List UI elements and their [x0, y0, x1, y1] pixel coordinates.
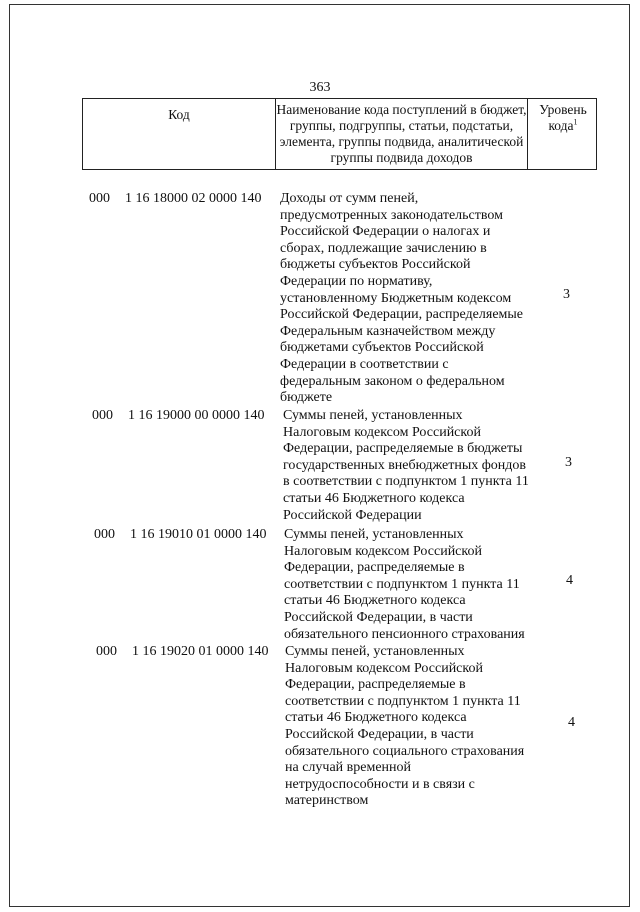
description-line: Федерации в соответствии с	[280, 356, 449, 372]
description-line: Суммы пеней, установленных	[284, 527, 464, 542]
row-code: 1 16 18000 02 0000 140	[125, 191, 262, 206]
description-line: сборах, подлежащие зачислению в	[280, 240, 487, 256]
description-line: статьи 46 Бюджетного кодекса	[284, 593, 466, 609]
footnote-marker: 1	[573, 117, 578, 127]
row-level: 4	[566, 573, 573, 588]
row-code: 1 16 19010 01 0000 140	[130, 527, 267, 542]
header-name-label: Наименование кода поступлений в бюджет, группы, подгруппы, статьи, подстатьи, элемента, группы подвида, аналитической группы подвида доходов	[276, 102, 527, 165]
header-code	[83, 99, 276, 169]
description-line: Российской Федерации	[283, 507, 422, 523]
row-prefix: 000	[92, 408, 113, 423]
row-level: 4	[568, 715, 575, 730]
row-level: 3	[563, 287, 570, 302]
description-line: статьи 46 Бюджетного кодекса	[283, 490, 465, 506]
description-line: Суммы пеней, установленных	[285, 644, 465, 659]
page-number: 363	[309, 80, 331, 95]
description-line: государственных внебюджетных фондов	[283, 457, 527, 473]
header-name	[276, 99, 528, 169]
description-line: Суммы пеней, установленных	[283, 408, 463, 423]
row-code: 1 16 19020 01 0000 140	[132, 644, 269, 659]
description-line: Налоговым кодексом Российской	[284, 543, 482, 559]
description-line: Федерации, распределяемые в	[284, 560, 465, 576]
description-line: Российской Федерации, в части	[285, 726, 474, 742]
description-line: Российской Федерации, в части	[284, 609, 473, 625]
description-line: Налоговым кодексом Российской	[285, 660, 483, 676]
description-line: Федерации, распределяемые в бюджеты	[283, 441, 523, 457]
row-prefix: 000	[89, 191, 110, 206]
description-line: бюджеты субъектов Российской	[280, 257, 471, 273]
description-line: бюджетами субъектов Российской	[280, 340, 484, 356]
row-description	[285, 644, 537, 810]
row-level: 3	[565, 455, 572, 470]
header-level-label: Уровень кода	[539, 102, 587, 133]
table-header	[82, 98, 597, 170]
description-line: обязательного пенсионного страхования	[284, 626, 525, 642]
description-line: установленному Бюджетным кодексом	[280, 290, 512, 306]
row-prefix: 000	[96, 644, 117, 659]
row-prefix: 000	[94, 527, 115, 542]
description-line: соответствии с подпунктом 1 пункта 11	[284, 576, 520, 592]
description-line: соответствии с подпунктом 1 пункта 11	[285, 693, 521, 709]
description-line: нетрудоспособности и в связи с	[285, 776, 475, 792]
description-line: материнством	[285, 793, 369, 809]
description-line: Доходы от сумм пеней,	[280, 191, 419, 206]
description-line: Российской Федерации о налогах и	[280, 224, 491, 240]
row-description	[280, 191, 532, 407]
description-line: Российской Федерации, распределяемые	[280, 307, 524, 323]
description-line: обязательного социального страхования	[285, 743, 525, 759]
description-line: Федеральным казначейством между	[280, 323, 496, 339]
description-line: Федерации, распределяемые в	[285, 677, 466, 693]
description-line: Федерации по нормативу,	[280, 273, 433, 289]
description-line: на случай временной	[285, 760, 412, 776]
row-description	[283, 408, 535, 524]
row-code: 1 16 19000 00 0000 140	[128, 408, 265, 423]
description-line: предусмотренных законодательством	[280, 207, 503, 223]
row-description	[284, 527, 536, 643]
description-line: в соответствии с подпунктом 1 пункта 11	[283, 474, 529, 490]
description-line: Налоговым кодексом Российской	[283, 424, 481, 440]
header-level	[528, 99, 598, 169]
description-line: федеральным законом о федеральном	[280, 373, 505, 389]
description-line: бюджете	[280, 390, 333, 406]
description-line: статьи 46 Бюджетного кодекса	[285, 710, 467, 726]
header-code-label: Код	[168, 107, 190, 122]
